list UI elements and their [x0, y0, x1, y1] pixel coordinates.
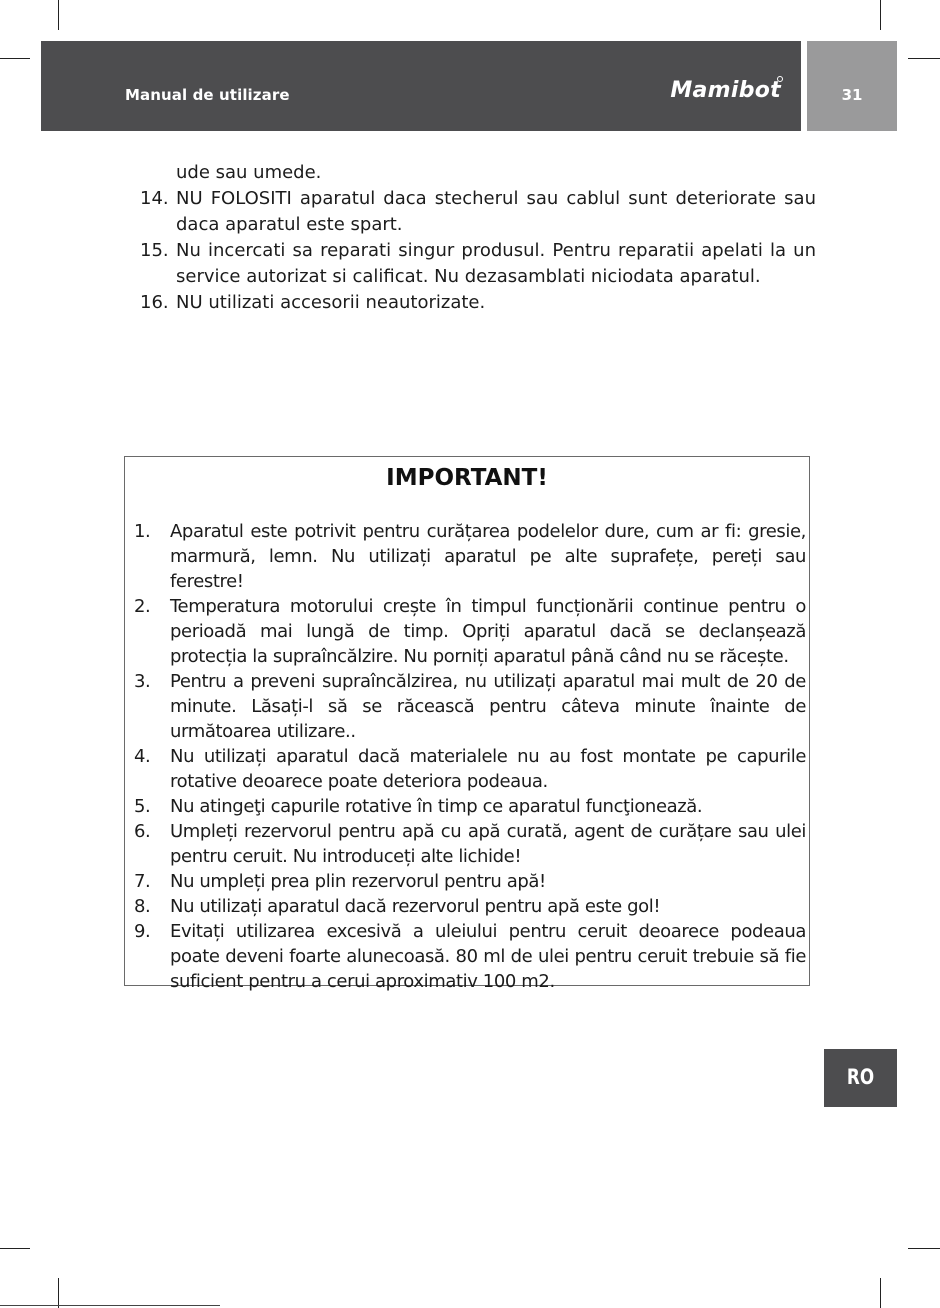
important-item-number: 2.	[134, 596, 151, 617]
important-item-number: 6.	[134, 821, 151, 842]
page-number: 31	[841, 86, 863, 104]
list-item-text: NU utilizati accesorii neautorizate.	[176, 292, 486, 313]
list-item	[140, 238, 816, 290]
important-item-text: Aparatul este potrivit pentru curățarea podelelor dure, cum ar fi: gresie, marmură, lemn. Nu utilizați aparatul pe alte suprafețe, pereți sau ferestre!	[170, 521, 806, 592]
important-item-number: 1.	[134, 521, 151, 542]
important-item-number: 3.	[134, 671, 151, 692]
important-item	[134, 519, 806, 594]
important-item-number: 9.	[134, 921, 151, 942]
list-item-text: ude sau umede.	[176, 162, 322, 183]
important-item-text: Nu utilizați aparatul dacă rezervorul pentru apă este gol!	[170, 896, 661, 917]
important-item-text: Evitați utilizarea excesivă a uleiului pentru ceruit deoarece podeaua poate deveni foarte alunecoasă. 80 ml de ulei pentru ceruit trebuie să fie suficient pentru a cerui aproximativ 100 m2.	[170, 921, 806, 992]
important-item-text: Nu utilizați aparatul dacă materialele nu au fost montate pe capurile rotative deoarece poate deteriora podeaua.	[170, 746, 806, 792]
footer-rule	[0, 1305, 220, 1306]
important-item-number: 7.	[134, 871, 151, 892]
important-item	[134, 919, 806, 994]
manual-title: Manual de utilizare	[125, 86, 290, 104]
important-item-text: Temperatura motorului crește în timpul funcționării continue pentru o perioadă mai lungă de timp. Opriți aparatul dacă se declanșează protecția la supraîncălzire. Nu porniți aparatul până când nu se răcește.	[170, 596, 806, 667]
instructions-list-continued	[140, 160, 816, 316]
important-item	[134, 894, 806, 919]
important-notice-box	[124, 456, 810, 992]
crop-mark	[58, 0, 59, 30]
important-item	[134, 744, 806, 794]
important-item-number: 5.	[134, 796, 151, 817]
crop-mark	[0, 1248, 30, 1249]
important-item-number: 8.	[134, 896, 151, 917]
list-item-number: 15.	[140, 240, 169, 261]
important-item	[134, 594, 806, 669]
important-item	[134, 794, 806, 819]
crop-mark	[58, 1278, 59, 1308]
page-number-box	[807, 41, 897, 131]
important-list	[134, 519, 806, 994]
list-item	[140, 186, 816, 238]
important-item-text: Nu atingeţi capurile rotative în timp ce aparatul funcţionează.	[170, 796, 703, 817]
list-item-number: 16.	[140, 292, 169, 313]
language-tab	[824, 1049, 897, 1107]
list-item-text: NU FOLOSITI aparatul daca stecherul sau cablul sunt deteriorate sau daca aparatul este spart.	[176, 188, 816, 235]
important-item	[134, 669, 806, 744]
important-title: IMPORTANT!	[386, 465, 548, 491]
language-label: RO	[846, 1065, 875, 1089]
important-item-text: Umpleți rezervorul pentru apă cu apă curată, agent de curățare sau ulei pentru ceruit. Nu introduceți alte lichide!	[170, 821, 806, 867]
important-item	[134, 869, 806, 894]
important-item-number: 4.	[134, 746, 151, 767]
page-header	[41, 41, 801, 131]
crop-mark	[880, 1278, 881, 1308]
important-item-text: Nu umpleți prea plin rezervorul pentru apă!	[170, 871, 546, 892]
registered-mark-icon	[777, 76, 783, 82]
crop-mark	[0, 58, 30, 59]
brand-logo: Mamibot	[670, 78, 781, 103]
important-item	[134, 819, 806, 869]
crop-mark	[880, 0, 881, 30]
list-item-number: 14.	[140, 188, 169, 209]
list-item	[140, 290, 816, 316]
list-item-continuation	[140, 160, 816, 186]
important-item-text: Pentru a preveni supraîncălzirea, nu utilizați aparatul mai mult de 20 de minute. Lăsați-l să se răcească pentru câteva minute înainte de următoarea utilizare..	[170, 671, 806, 742]
list-item-text: Nu incercati sa reparati singur produsul. Pentru reparatii apelati la un service autorizat si calificat. Nu dezasamblati niciodata aparatul.	[176, 240, 816, 287]
crop-mark	[908, 58, 940, 59]
crop-mark	[908, 1248, 940, 1249]
